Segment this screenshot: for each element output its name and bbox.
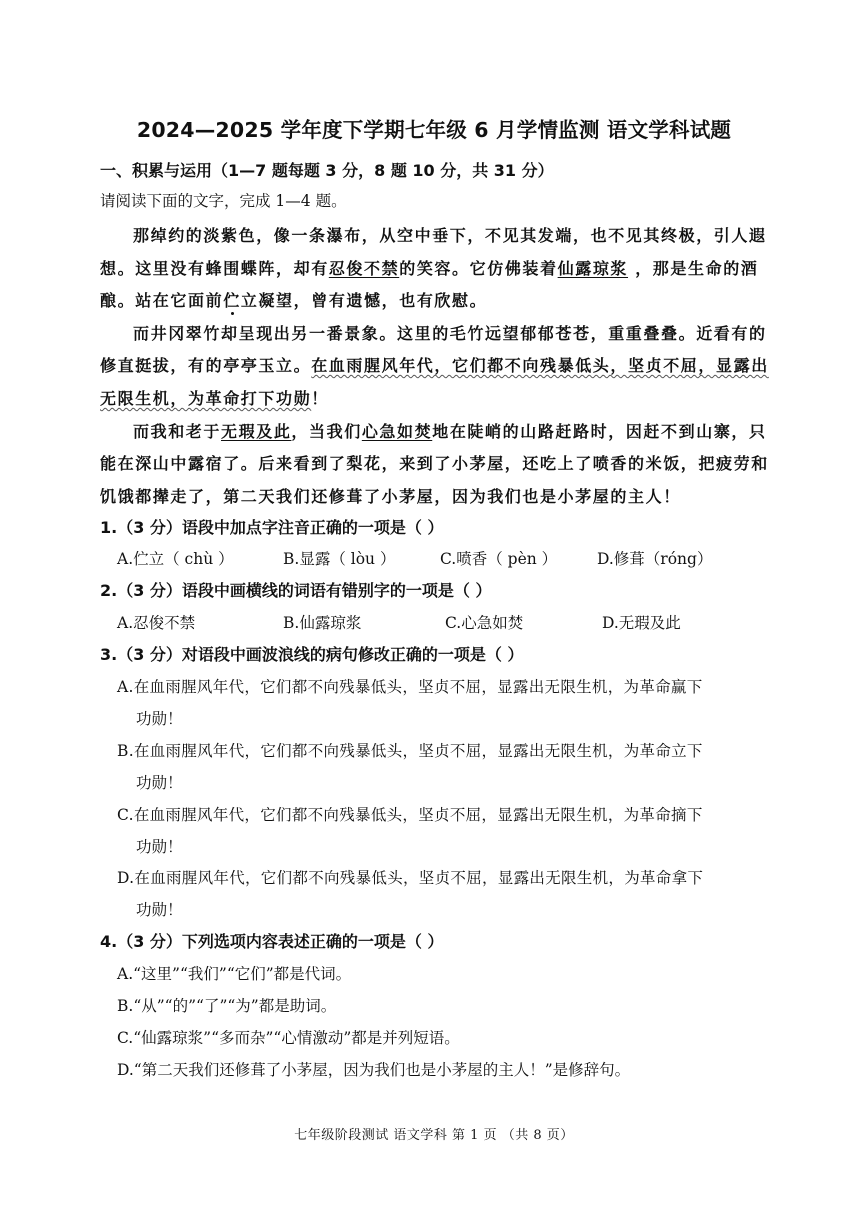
- passage-text: 立凝望，曾有遗憾，也有欣慰。: [240, 291, 488, 310]
- passage-text: 想。这里没有蜂围蝶阵，却有: [100, 259, 329, 278]
- section-heading: 一、积累与运用（1—7 题每题 3 分，8 题 10 分，共 31 分）: [100, 161, 554, 180]
- wavy-sentence-part1: 在血雨腥风年代，它们都不向残暴低头，坚贞不屈，显露出: [311, 356, 769, 375]
- question-4-stem: 4.（3 分）下列选项内容表述正确的一项是（ ）: [100, 932, 444, 951]
- q4-option-c[interactable]: C.“仙露琼浆”“多而杂”“心情激动”都是并列短语。: [117, 1029, 460, 1047]
- passage-text: 的笑容。它仿佛装着: [399, 259, 558, 278]
- passage-text: 地在陡峭的山路赶路时，因赶不到山寨，只: [432, 422, 767, 441]
- passage-p2-line3: [100, 388, 329, 410]
- q2-option-a[interactable]: A.忍俊不禁: [117, 614, 196, 632]
- dotted-char: 伫: [223, 291, 241, 310]
- page-footer: 七年级阶段测试 语文学科 第 1 页 （共 8 页）: [294, 1128, 574, 1143]
- passage-p3-line3: 饥饿都撵走了，第二天我们还修葺了小茅屋，因为我们也是小茅屋的主人！: [100, 487, 681, 506]
- passage-p3-line2: 能在深山中露宿了。后来看到了梨花，来到了小茅屋，还吃上了喷香的米饭，把疲劳和: [100, 454, 769, 473]
- q3-option-b[interactable]: B.在血雨腥风年代，它们都不向残暴低头，坚贞不屈，显露出无限生机，为革命立下: [117, 742, 703, 760]
- passage-p1-line1: 那绰约的淡紫色，像一条瀑布，从空中垂下，不见其发端，也不见其终极，引人遐: [133, 226, 767, 245]
- exam-title: 2024—2025 学年度下学期七年级 6 月学情监测 语文学科试题: [136, 118, 732, 142]
- underlined-word-3: 心急如焚: [361, 422, 433, 441]
- q2-option-b[interactable]: B.仙露琼浆: [283, 614, 362, 632]
- passage-p2-line2: [100, 355, 769, 377]
- passage-p2-line1: 而井冈翠竹却呈现出另一番景象。这里的毛竹远望郁郁苍苍，重重叠叠。近看有的: [133, 324, 767, 343]
- q3-option-b-cont[interactable]: 功勋！: [136, 774, 183, 792]
- wavy-sentence-part2: 无限生机，为革命打下功勋: [100, 389, 312, 408]
- passage-p1-line2: [100, 258, 758, 280]
- q4-option-a[interactable]: A.“这里”“我们”“它们”都是代词。: [117, 965, 352, 983]
- passage-text: ，那是生命的酒: [628, 259, 759, 278]
- q3-option-c-cont[interactable]: 功勋！: [136, 838, 183, 856]
- q3-option-d[interactable]: D.在血雨腥风年代，它们都不向残暴低头，坚贞不屈，显露出无限生机，为革命拿下: [117, 869, 704, 887]
- question-1-stem: 1.（3 分）语段中加点字注音正确的一项是（ ）: [100, 518, 444, 537]
- q1-option-d[interactable]: D.修葺（róng）: [597, 550, 713, 568]
- q1-option-b[interactable]: B.显露（ lòu ）: [283, 550, 396, 568]
- q2-option-c[interactable]: C.心急如焚: [445, 614, 524, 632]
- q3-option-c[interactable]: C.在血雨腥风年代，它们都不向残暴低头，坚贞不屈，显露出无限生机，为革命摘下: [117, 806, 703, 824]
- q4-option-b[interactable]: B.“从”“的”“了”“为”都是助词。: [117, 997, 337, 1015]
- passage-text: 修直挺拔，有的亭亭玉立。: [100, 356, 312, 375]
- passage-p1-line3: [100, 290, 487, 312]
- question-3-stem: 3.（3 分）对语段中画波浪线的病句修改正确的一项是（ ）: [100, 645, 524, 664]
- q4-option-d[interactable]: D.“第二天我们还修葺了小茅屋，因为我们也是小茅屋的主人！”是修辞句。: [117, 1061, 631, 1079]
- underlined-word-4: 无瑕及此: [221, 422, 292, 441]
- passage-p3-line1: [133, 421, 767, 443]
- question-2-stem: 2.（3 分）语段中画横线的词语有错别字的一项是（ ）: [100, 581, 492, 600]
- passage-text: 而我和老于: [133, 422, 222, 441]
- section-instruction: 请阅读下面的文字，完成 1—4 题。: [100, 192, 347, 210]
- underlined-word-1: 忍俊不禁: [328, 259, 400, 278]
- q1-option-c[interactable]: C.喷香（ pèn ）: [440, 550, 558, 568]
- q3-option-d-cont[interactable]: 功勋！: [136, 901, 183, 919]
- passage-text: 酿。站在它面前: [100, 291, 224, 310]
- underlined-word-2: 仙露琼浆: [557, 259, 629, 278]
- passage-text: ，当我们: [291, 422, 362, 441]
- q3-option-a[interactable]: A.在血雨腥风年代，它们都不向残暴低头，坚贞不屈，显露出无限生机，为革命赢下: [117, 678, 703, 696]
- passage-text: ！: [311, 389, 329, 408]
- q2-option-d[interactable]: D.无瑕及此: [602, 614, 681, 632]
- q3-option-a-cont[interactable]: 功勋！: [136, 710, 183, 728]
- q1-option-a[interactable]: A.伫立（ chù ）: [117, 550, 234, 568]
